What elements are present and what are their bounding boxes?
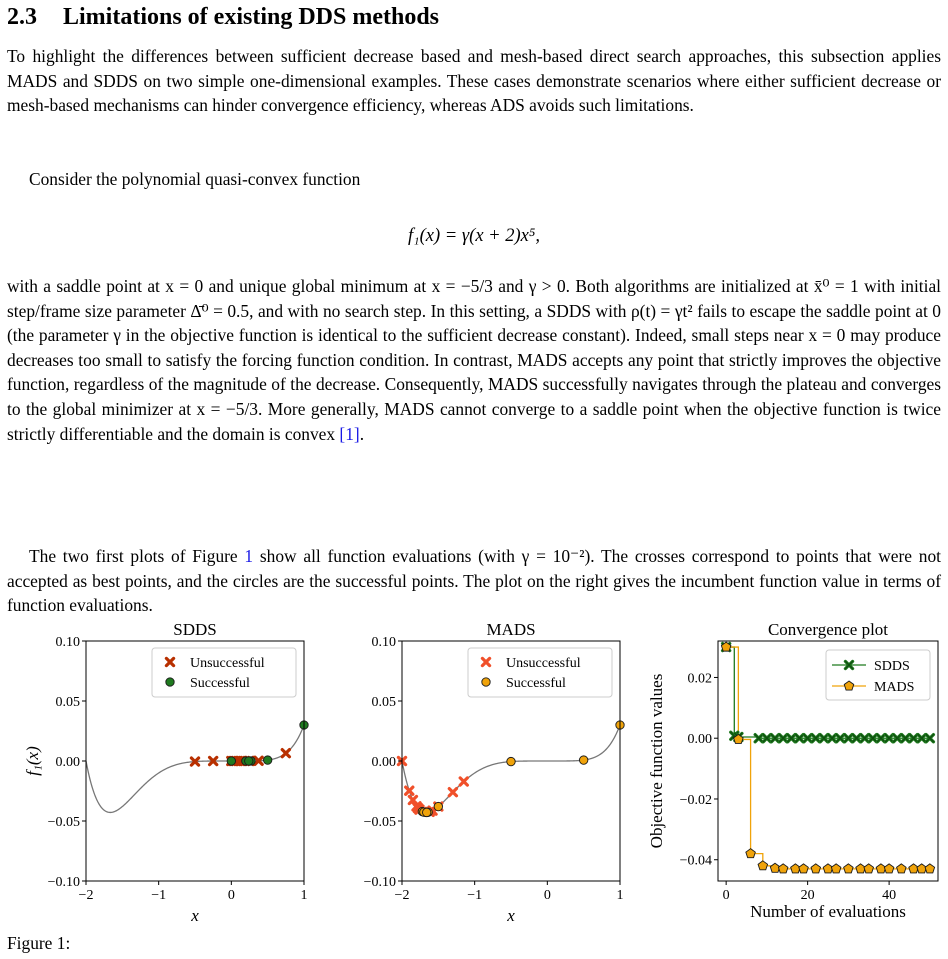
x-axis-label: Number of evaluations [750, 902, 906, 921]
figure-caption: Figure 1: [7, 933, 71, 953]
intro-paragraph: To highlight the differences between sufficient decrease based and mesh-based direct search approaches, this subsection applies MADS and SDDS on two simple one-dimensional examples. These cases demonstrate scenarios where either sufficient decrease or mesh-based mechanisms can hinder convergence efficiency, whereas ADS avoids such limitations. [7, 46, 941, 116]
legend-marker-successful [482, 678, 490, 686]
successful-point [507, 757, 515, 765]
legend-label-successful: Successful [506, 676, 566, 691]
citation-link[interactable]: [1] [339, 423, 360, 444]
consider-paragraph: Consider the polynomial quasi-convex function [29, 169, 361, 189]
y-tick-label: −0.02 [679, 792, 712, 808]
successful-point [423, 808, 431, 816]
series-point-mads [746, 849, 756, 858]
section-title: Limitations of existing DDS methods [63, 4, 440, 30]
successful-point [227, 757, 235, 765]
series-point-mads [831, 864, 841, 873]
x-tick-label: −2 [394, 888, 410, 903]
unsuccessful-point [449, 789, 456, 796]
y-tick-label: 0.00 [371, 755, 396, 770]
legend-label-unsuccessful: Unsuccessful [190, 656, 265, 671]
y-tick-label: 0.10 [55, 635, 80, 650]
x-tick-label: 40 [882, 888, 897, 903]
legend-marker-successful [166, 678, 174, 686]
y-tick-label: 0.00 [55, 755, 80, 770]
x-tick-label: 20 [800, 888, 815, 903]
y-tick-label: 0.05 [55, 695, 80, 710]
section-heading [7, 4, 439, 31]
x-tick-label: −1 [467, 888, 483, 903]
unsuccessful-point [406, 787, 413, 794]
chart-title: SDDS [173, 620, 217, 639]
legend-label-successful: Successful [190, 676, 250, 691]
x-axis-label: x [507, 906, 515, 925]
plots-paragraph: The two first plots of Figure 1 show all function evaluations (with γ = 10⁻²). The crosses correspond to points that were not accepted as best points, and the circles are the successful points. The plot on the right gives the incumbent function value in terms of function evaluations. [7, 546, 942, 616]
y-tick-label: −0.05 [47, 815, 80, 830]
saddle-paragraph: with a saddle point at x = 0 and unique global minimum at x = −5/3 and γ > 0. Both algorithms are initialized at x̄⁰ = 1 with initial step/frame size parameter Δ̄⁰ = 0.5, and with no search step. In this setting, a SDDS with ρ(t) = γt² fails to escape the saddle point at 0 (the parameter γ in the objective function is identical to the sufficient decrease constant). Indeed, small steps near x = 0 may produce decreases too small to satisfy the forcing function condition. In contrast, MADS accepts any point that strictly improves the objective function, regardless of the magnitude of the decrease. Consequently, MADS successfully navigates through the plateau and converges to the global minimizer at x = −5/3. More generally, MADS cannot converge to a saddle point when the objective function is twice strictly differentiable and the domain is convex [1]. [7, 276, 941, 444]
unsuccessful-point [282, 750, 289, 757]
successful-point [579, 756, 587, 764]
figure-link[interactable]: 1 [244, 546, 254, 566]
y-tick-label: −0.10 [47, 875, 80, 890]
successful-point [263, 756, 271, 764]
y-tick-label: 0.10 [371, 635, 396, 650]
y-tick-label: 0.05 [371, 695, 396, 710]
figure-1 [0, 620, 948, 925]
x-tick-label: −2 [78, 888, 94, 903]
equation-f1: f₁(x) = γ(x + 2)x⁵, [408, 226, 540, 246]
series-point-mads [778, 864, 788, 873]
y-tick-label: 0.00 [687, 732, 712, 748]
legend-label-unsuccessful: Unsuccessful [506, 656, 581, 671]
x-tick-label: 0 [722, 888, 730, 903]
x-axis-label: x [191, 906, 199, 925]
unsuccessful-point [460, 778, 467, 785]
y-tick-label: 0.02 [687, 671, 712, 687]
x-tick-label: −1 [151, 888, 167, 903]
series-point-mads [864, 864, 874, 873]
successful-point [434, 802, 442, 810]
series-point-mads [844, 864, 854, 873]
series-point-mads [897, 864, 907, 873]
x-tick-label: 0 [227, 888, 235, 903]
series-point-mads [799, 864, 809, 873]
section-number: 2.3 [7, 4, 37, 30]
x-tick-label: 1 [616, 888, 624, 903]
legend-label-mads: MADS [874, 680, 915, 695]
legend-label-sdds: SDDS [874, 659, 910, 674]
series-point-mads [884, 864, 894, 873]
x-tick-label: 0 [543, 888, 551, 903]
function-curve [402, 725, 620, 812]
series-point-mads [811, 864, 821, 873]
y-tick-label: −0.10 [363, 875, 396, 890]
series-point-mads [758, 861, 768, 870]
successful-point [245, 757, 253, 765]
chart-title: Convergence plot [767, 620, 889, 639]
x-tick-label: 1 [300, 888, 308, 903]
series-point-mads [925, 864, 935, 873]
y-axis-label: f₁(x) [23, 746, 42, 776]
chart-title: MADS [486, 620, 536, 639]
y-tick-label: −0.05 [363, 815, 396, 830]
function-curve [86, 725, 304, 812]
y-tick-label: −0.04 [679, 853, 712, 869]
y-axis-label: Objective function values [647, 673, 666, 849]
